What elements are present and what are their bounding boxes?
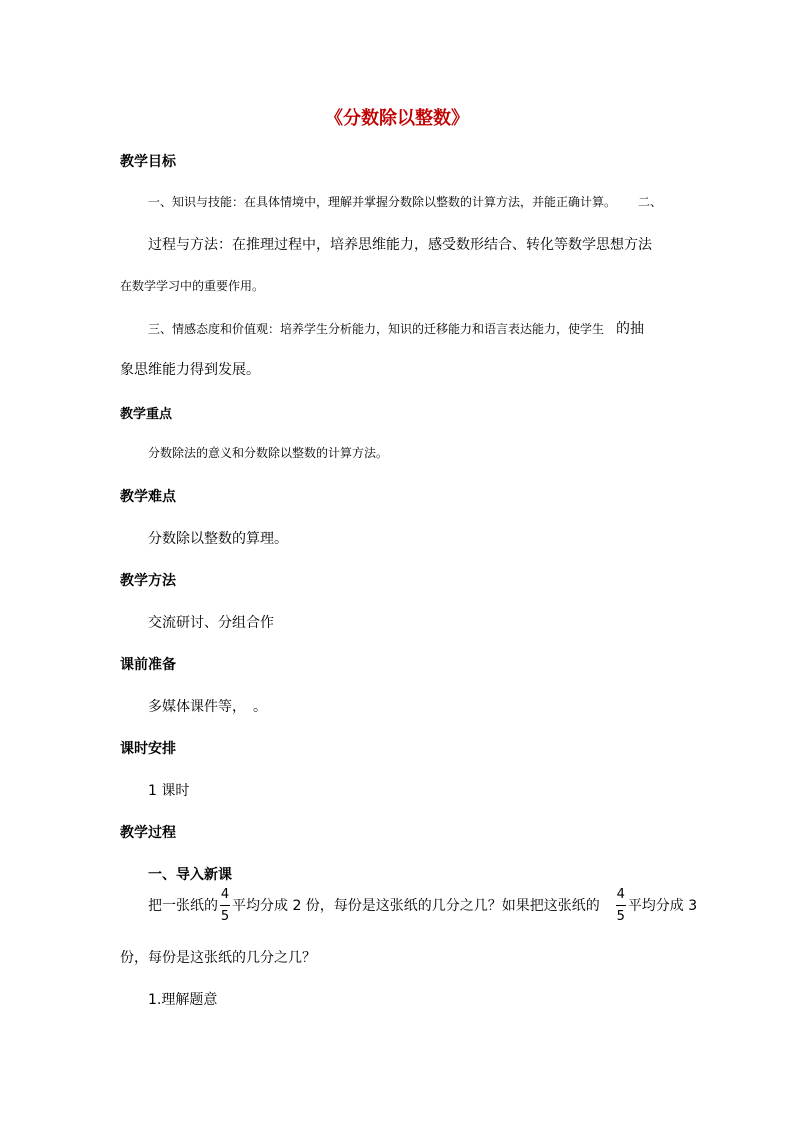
- fraction-denominator: 5: [220, 909, 230, 924]
- goals-line-4-text: 三、情感态度和价值观：培养学生分析能力，知识的迁移能力和语言表达能力，使学生: [148, 322, 605, 336]
- step1-heading: 一、导入新课: [148, 867, 232, 883]
- fraction-four-fifths-2: [616, 887, 626, 925]
- question-part-1: 把一张纸的: [148, 898, 218, 914]
- fraction-numerator-2: 4: [616, 887, 625, 902]
- key-points-text: 分数除法的意义和分数除以整数的计算方法。: [148, 446, 389, 460]
- document-title: 《分数除以整数》: [325, 108, 469, 129]
- goals-heading: 教学目标: [120, 154, 176, 170]
- goals-line-1-tail: 二、: [638, 195, 663, 209]
- schedule-text: 1 课时: [148, 783, 190, 799]
- fraction-four-fifths: [220, 887, 230, 925]
- goals-line-1: [148, 193, 662, 210]
- difficulties-text: 分数除以整数的算理。: [148, 531, 288, 547]
- question-part-3: 平均分成 3: [627, 898, 698, 914]
- key-points-heading: 教学重点: [120, 407, 173, 422]
- fraction-bar-2: [616, 905, 626, 906]
- schedule-heading: 课时安排: [120, 741, 176, 757]
- difficulties-heading: 教学难点: [120, 489, 176, 505]
- preparation-text: 多媒体课件等， 。: [148, 699, 267, 715]
- preparation-heading: 课前准备: [120, 657, 176, 673]
- goals-line-4: [148, 318, 644, 338]
- process-heading: 教学过程: [120, 825, 176, 841]
- fraction-numerator: 4: [220, 887, 230, 902]
- goals-line-4-tail: 的抽: [616, 321, 645, 337]
- question-line-1: [148, 887, 697, 925]
- goals-line-5: 象思维能力得到发展。: [120, 362, 260, 378]
- goals-line-3: 在数学学习中的重要作用。: [120, 279, 265, 293]
- goals-line-1-text: 一、知识与技能：在具体情境中，理解并掌握分数除以整数的计算方法，并能正确计算。: [148, 195, 617, 209]
- question-line-2: 份，每份是这张纸的几分之几？: [120, 950, 316, 966]
- fraction-denominator-2: 5: [616, 909, 625, 924]
- sub-step-1: 1.理解题意: [148, 992, 218, 1008]
- methods-text: 交流研讨、分组合作: [148, 615, 274, 631]
- goals-line-2: 过程与方法：在推理过程中，培养思维能力，感受数形结合、转化等数学思想方法: [148, 237, 652, 253]
- methods-heading: 教学方法: [120, 573, 176, 589]
- question-part-2: 平均分成 2 份，每份是这张纸的几分之几？如果把这张纸的: [232, 898, 600, 914]
- fraction-bar: [220, 905, 230, 906]
